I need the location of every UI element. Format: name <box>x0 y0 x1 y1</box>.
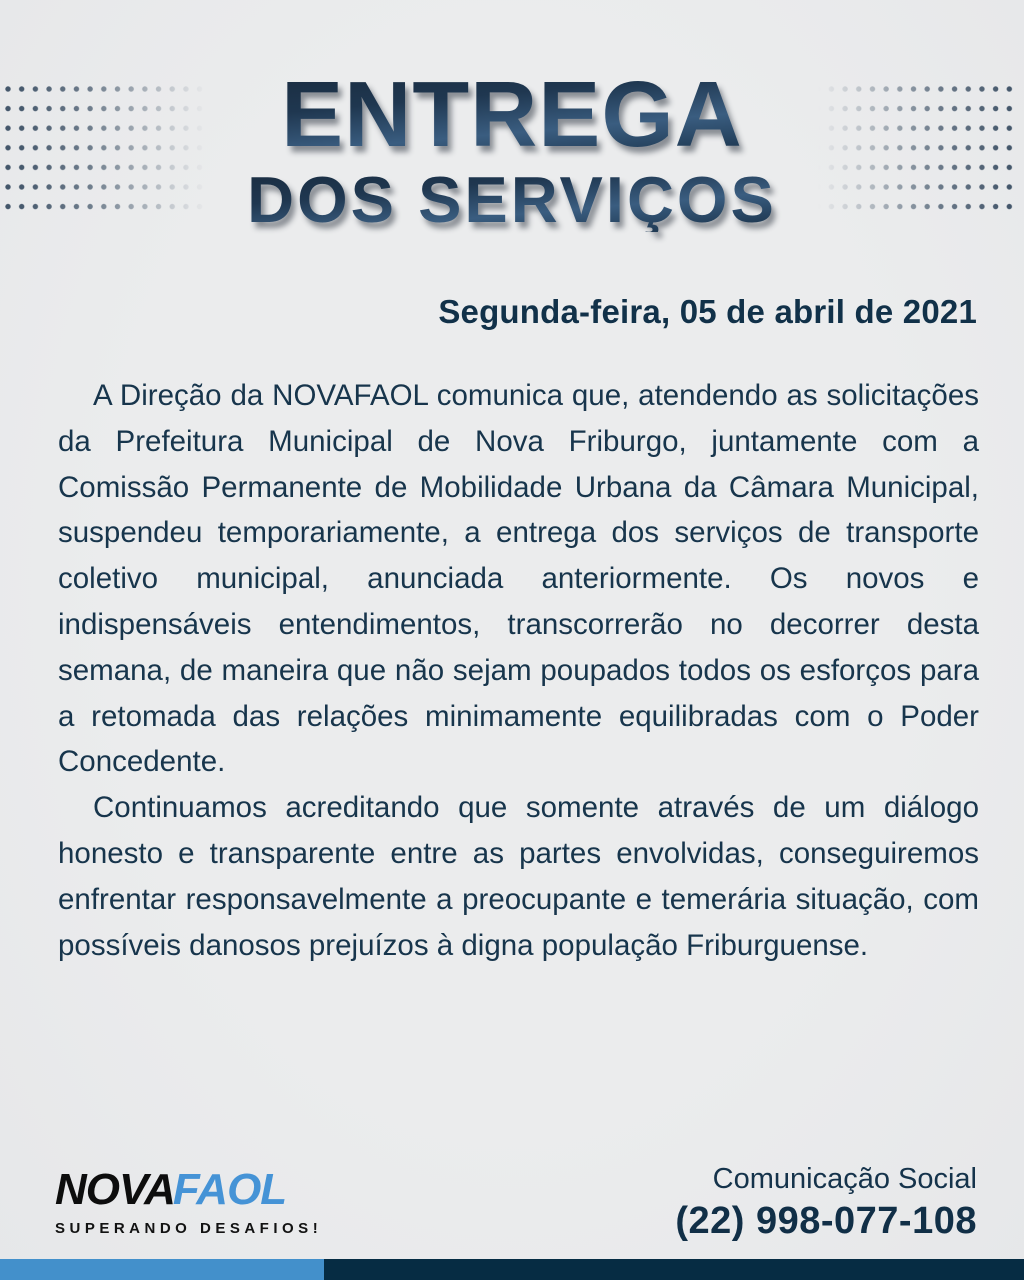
logo-text-nova: NOVA <box>55 1165 175 1214</box>
title-line-1: ENTREGA <box>0 68 1024 161</box>
logo-text-faol: FAOL <box>172 1165 287 1214</box>
announcement-body <box>58 373 979 968</box>
poster-title <box>0 62 1024 236</box>
bottom-bar-navy-segment <box>324 1259 1024 1280</box>
paragraph-2: Continuamos acreditando que somente através de um diálogo honesto e transparente entre as partes envolvidas, conseguiremos enfrentar responsavelmente a preocupante e temerária situação, com possíveis danosos prejuízos à digna população Friburguense. <box>58 791 979 962</box>
contact-label: Comunicação Social <box>712 1163 977 1195</box>
novafaol-logo <box>55 1165 323 1237</box>
bottom-bar-blue-segment <box>0 1259 324 1280</box>
title-line-2: DOS SERVIÇOS <box>0 167 1024 232</box>
contact-phone-number: (22) 998-077-108 <box>675 1200 977 1243</box>
contact-block <box>675 1163 977 1244</box>
date-line: Segunda-feira, 05 de abril de 2021 <box>438 293 977 330</box>
paragraph-1: A Direção da NOVAFAOL comunica que, atendendo as solicitações da Prefeitura Municipal de Nova Friburgo, juntamente com a Comissão Permanente de Mobilidade Urbana da Câmara Municipal, suspendeu temporariamente, a entrega dos serviços de transporte coletivo municipal, anunciada anteriormente. Os novos e indispensáveis entendimentos, transcorrerão no decorrer desta semana, de maneira que não sejam poupados todos os esforços para a retomada das relações minimamente equilibradas com o Poder Concedente. <box>58 379 979 779</box>
logo-wordmark <box>55 1165 322 1214</box>
logo-tagline: SUPERANDO DESAFIOS! <box>55 1220 323 1237</box>
bottom-bar <box>0 1259 1024 1280</box>
